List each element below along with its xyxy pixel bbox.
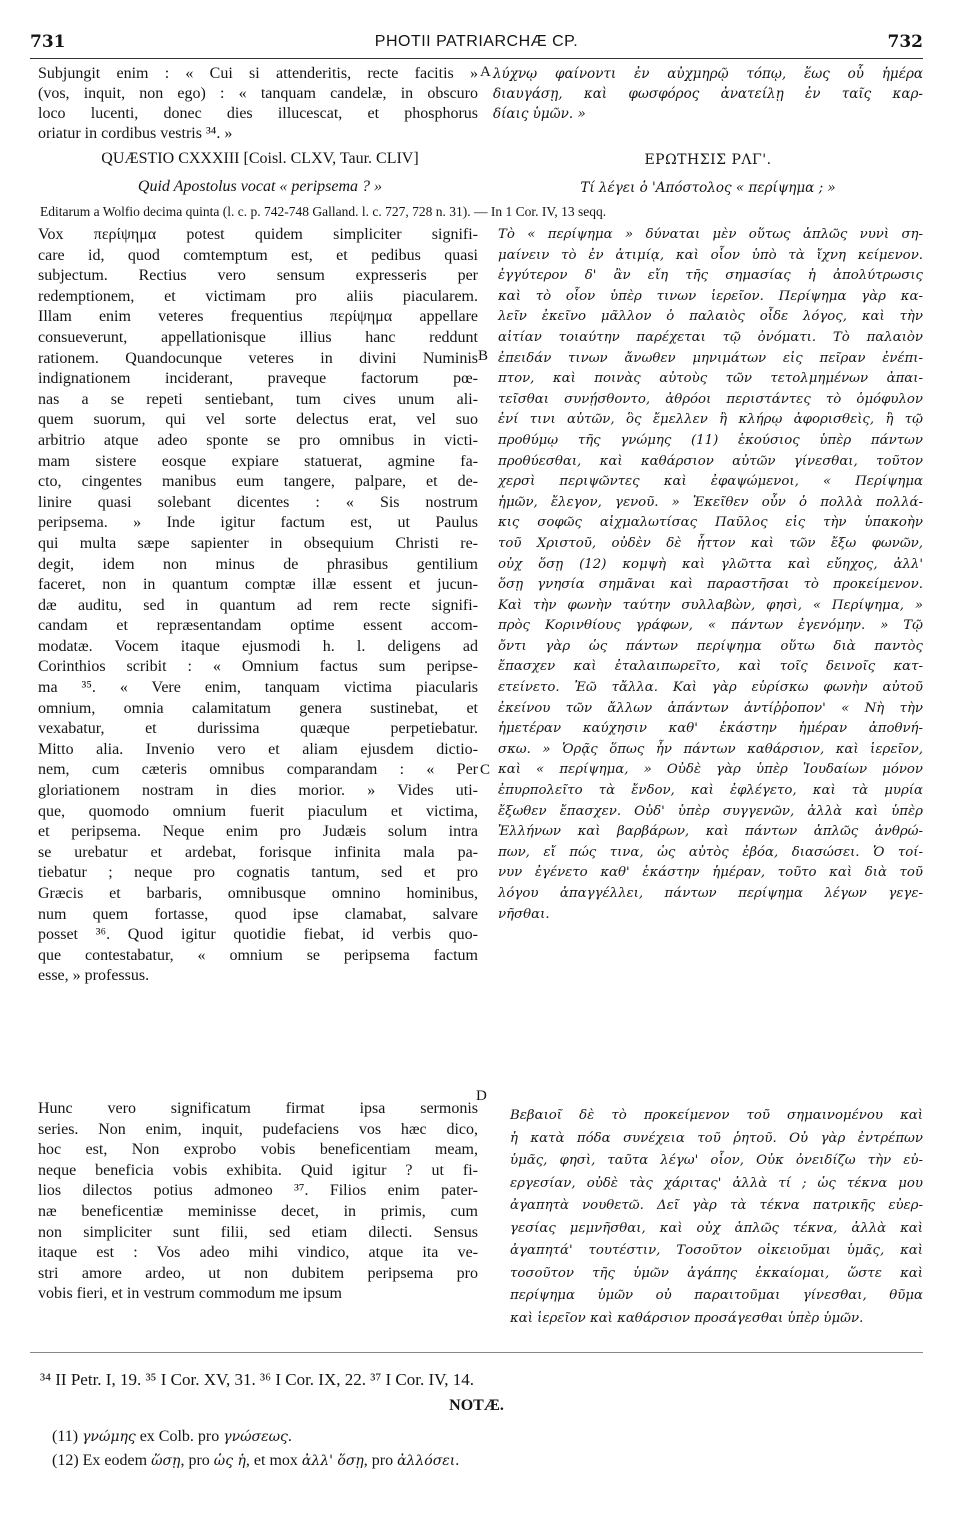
text-line: νυν ἐγένετο καθ' ἑκάστην ἡμέραν, τοῦτο καὶ διὰ τοῦ: [498, 865, 923, 881]
text-line: hoc est, Non exprobo vobis beneficentiam meam,: [38, 1141, 478, 1159]
running-title: PHOTII PATRIARCHÆ CP.: [374, 33, 579, 50]
text-line: περίψημα ὑμῶν οὐ παραιτοῦμαι γίνεσθαι, θῦμα: [510, 1288, 923, 1303]
text-line: non simpliciter sunt filii, sed etiam dilecti. Sensus: [38, 1223, 478, 1241]
footnote-rule: [30, 1352, 923, 1353]
text-line: ὑμᾶς, φησὶ, ταῦτα λέγω' οἷον, Οὐκ ὀνειδίζω τὴν εὐ-: [510, 1153, 923, 1168]
top-latin-block: [38, 64, 478, 144]
note-item: (11) γνώμης ex Colb. pro γνώσεως.: [52, 1428, 292, 1445]
text-line: qui multa sæpe sapienter in obsequium Christi re-: [38, 534, 478, 552]
text-line: εργεσίαν, οὐδὲ τὰς χάριτας' ἀλλὰ τί ; ὡς τέκνα μου: [510, 1175, 923, 1191]
text-line: καὶ τὸ οἷον ὑπὲρ τινων ἱερεῖον. Περίψημα γὰρ κα-: [498, 288, 923, 304]
text-line: αἰτίαν τοιαύτην παρέχεται τῷ ὀνόματι. Τὸ παλαιὸν: [498, 329, 923, 345]
text-line: subjectum. Rectius vero sensum expresseris per: [38, 267, 478, 285]
note-item: (12) Ex eodem ὥσῃ, pro ὡς ἡ, et mox ἀλλ' ὅσῃ, pro ἀλλόσει.: [52, 1452, 460, 1469]
text-line: πτον, καὶ ποινὰς αὐτοὺς τῶν τετολμημένων ἀπαι-: [498, 371, 923, 387]
text-line: esse, » professus.: [38, 967, 150, 985]
text-line: rationem. Quandocunque veteres in divini Numinis: [38, 349, 478, 367]
text-line: et peripsema. Neque enim pro Judæis solum intra: [38, 823, 478, 841]
text-line: faceret, non in quantum comptæ illæ essent et jucun-: [38, 576, 478, 594]
text-line: καὶ « περίψημα, » Οὐδὲ γὰρ ὑπὲρ Ἰουδαίων μόνον: [498, 762, 923, 778]
text-line: πρὸς Κορινθίους γράφων, « πάντων ἐγενόμην. » Τῷ: [498, 618, 923, 634]
text-line: Βεβαιοῖ δὲ τὸ προκείμενον τοῦ σημαινομένου καὶ: [510, 1108, 923, 1123]
text-line: λύχνῳ φαίνοντι ἐν αὐχμηρῷ τόπῳ, ἕως οὗ ἡμέρα: [493, 66, 923, 82]
text-line: linire quasi solebant dicentes : « Sis nostrum: [38, 493, 478, 511]
text-line: num quem fortasse, quod ipse clamabat, salvare: [38, 905, 478, 923]
text-line: ὄντι γὰρ ὡς πάντων περίψημα οὕτω διὰ παντὸς: [498, 638, 923, 654]
footnotes: ³⁴ II Petr. I, 19. ³⁵ I Cor. XV, 31. ³⁶ I Cor. IX, 22. ³⁷ I Cor. IV, 14.: [40, 1370, 474, 1389]
text-line: cto, cingentes manibus eum tangere, palpare, et de-: [38, 473, 478, 491]
notae-list: [52, 1425, 922, 1473]
edition-note: Editarum a Wolfio decima quinta (l. c. p. 742-748 Galland. l. c. 727, 728 n. 31). — In 1 Cor. IV, 13 seqq.: [40, 204, 607, 219]
text-line: omnium, omnia calamitatum genera sustinebat, et: [38, 699, 478, 717]
text-line: nem, cum cæteris omnibus comparandam : « Per: [38, 761, 478, 779]
text-line: ἐπυρπολεῖτο τὰ ἔνδον, καὶ ἐφλέγετο, καὶ τὰ μυρία: [498, 783, 923, 799]
text-line: προθύμῳ τῆς γνώμης (11) ἑκούσιος ὑπὲρ πάντων: [498, 432, 923, 448]
text-line: series. Non enim, inquit, pudefaciens vos hæc dico,: [38, 1120, 478, 1138]
text-line: vobis fieri, et in vestrum commodum me ipsum: [38, 1285, 342, 1303]
text-line: ἐπειδάν τινων ἄνωθεν μηνιμάτων εἰς πεῖραν ἐνέπι-: [498, 350, 923, 366]
text-line: ἐγγύτερον δ' ἂν εἴη τῆς σημασίας ἡ ἀπολύτρωσις: [498, 268, 923, 284]
margin-letter-d: D: [476, 1088, 487, 1104]
text-line: Hunc vero significatum firmat ipsa sermonis: [38, 1100, 478, 1117]
top-greek-block: [493, 64, 923, 124]
text-line: itaque est : Vos adeo mihi vindico, atque ita ve-: [38, 1244, 478, 1262]
text-line: Καὶ τὴν φωνὴν ταύτην συλλαβὼν, φησὶ, « Περίψημα, »: [498, 597, 923, 613]
text-line: γεσίας μεμνῆσθαι, καὶ οὐχ ἁπλῶς τέκνα, ἀλλὰ καὶ: [510, 1220, 923, 1236]
page-number-right: 732: [887, 32, 923, 52]
text-line: posset ³⁶. Quod igitur quotidie fiebat, id verbis quo-: [38, 926, 478, 944]
text-line: κις σοφῶς αἰχμαλωτίσας Παῦλος εἰς τὴν ὑπακοὴν: [498, 515, 923, 531]
text-line: Græcis et barbaris, omnibusque omnino hominibus,: [38, 885, 478, 902]
latin-column: [38, 225, 478, 987]
text-line: Τὸ « περίψημα » δύναται μὲν οὕτως ἁπλῶς νυνὶ ση-: [498, 227, 923, 242]
text-line: neque beneficia vobis exhibita. Quid igitur ? ut fi-: [38, 1161, 478, 1179]
text-line: διαυγάσῃ, καὶ φωσφόρος ἀνατείλῃ ἐν ταῖς καρ-: [493, 86, 923, 102]
text-line: vexabatur, et durissima quæque perpetiebatur.: [38, 720, 478, 738]
text-line: ma ³⁵. « Vere enim, tanquam victima piacularis: [38, 679, 478, 697]
quaestio-greek-heading: ΕΡΩΤΗΣΙΣ ΡΛΓ'.: [644, 152, 772, 168]
text-line: νῆσθαι.: [498, 906, 550, 922]
text-line: Ἑλλήνων καὶ βαρβάρων, καὶ πάντων ἁπλῶς ἀνθρώ-: [498, 824, 923, 840]
text-line: ἔξωθεν ἔπασχεν. Οὐδ' ὑπὲρ συγγενῶν, ἀλλὰ καὶ ὑπὲρ: [498, 803, 923, 819]
text-line: care id, quod comtemptum est, et pedibus quasi: [38, 246, 478, 264]
text-line: ὅσῃ γνησία σημᾶναι καὶ παραστῆσαι τὸ προκείμενον.: [498, 577, 923, 593]
margin-letter-c: C: [480, 762, 491, 778]
text-line: que, quomodo omnium fuerit piaculum et victima,: [38, 802, 478, 820]
text-line: Vox περίψημα potest quidem simpliciter signifi-: [38, 226, 478, 243]
text-line: candam et repræsentandam optime essent accom-: [38, 617, 478, 635]
text-line: se urebatur et ardebat, forisque infinita mala pa-: [38, 843, 478, 861]
text-line: Corinthios scribit : « Omnium factus sum peripse-: [38, 658, 478, 676]
notae-heading: NOTÆ.: [449, 1397, 504, 1414]
text-line: næ beneficentiæ meminisse decet, in primis, cum: [38, 1202, 478, 1220]
text-line: stri amore ardeo, ut non dubitem peripsema pro: [38, 1264, 478, 1282]
text-line: Mitto alia. Invenio vero et aliam ejusdem dictio-: [38, 740, 478, 758]
text-line: ἀγαπητά' τουτέστιν, Τοσοῦτον οἰκειοῦμαι ὑμᾶς, καὶ: [510, 1243, 923, 1258]
text-line: Subjungit enim : « Cui si attenderitis, recte facitis »: [38, 65, 478, 82]
quaestio-latin-heading: QUÆSTIO CXXXIII [Coisl. CLXV, Taur. CLIV]: [101, 150, 419, 167]
text-line: ἡμετέραν καύχησιν καθ' ἑκάστην ἡμέραν ἀποθνή-: [498, 721, 923, 737]
text-line: προθύεσθαι, καὶ καθάρσιον αὐτῶν γίνεσθαι, τοῦτον: [498, 453, 923, 469]
quaestio-latin-subtitle: Quid Apostolus vocat « peripsema ? »: [137, 178, 383, 195]
text-line: μαίνειν τὸ ἐν ἀτιμίᾳ, καὶ οἷον ὑπὸ τὰ ἴχνη κείμενον.: [498, 247, 923, 263]
text-line: ἔπασχεν καὶ ἐταλαιπωρεῖτο, καὶ τοῖς δεινοῖς κατ-: [498, 659, 923, 675]
text-line: ἡ κατὰ πόδα συνέχεια τοῦ ῥητοῦ. Οὐ γὰρ ἐντρέπων: [510, 1130, 923, 1146]
text-line: que contestabatur, « omnium se peripsema factum: [38, 946, 478, 964]
text-line: quem suorum, qui vel sorte delectus erat, vel suo: [38, 411, 478, 429]
greek-column: [498, 225, 923, 925]
text-line: loco lucenti, donec dies illucescat, et phosphorus: [38, 105, 478, 122]
page-number-left: 731: [30, 32, 66, 52]
text-line: lios dilectos potius admoneo ³⁷. Filios enim pater-: [38, 1182, 478, 1200]
text-line: σκω. » Ὁρᾷς ὅπως ἦν πάντων καθάρσιον, καὶ ἱερεῖον,: [498, 741, 923, 757]
text-line: gloriationem nostram in dies morior. » Vides uti-: [38, 782, 478, 800]
text-line: ἀγαπητὰ νουθετῶ. Δεῖ γὰρ τὰ τέκνα πατρικῆς εὐερ-: [510, 1198, 923, 1213]
text-line: τοῦ Χριστοῦ, οὐδὲν δὲ ἧττον καὶ τῶν ἔξω φωνῶν,: [498, 535, 923, 551]
text-line: ἡμῶν, ἔλεγον, γενοῦ. » Ἐκεῖθεν οὖν ὁ πολλὰ πολλά-: [498, 494, 923, 510]
text-line: oriatur in cordibus vestris ³⁴. »: [38, 125, 233, 142]
running-header: [30, 32, 923, 58]
header-rule: [30, 58, 923, 59]
text-line: καὶ ἱερεῖον καὶ καθάρσιον προσάγεσθαι ὑπὲρ ὑμῶν.: [510, 1310, 864, 1326]
text-line: οὐχ ὅσῃ (12) κομψὴ καὶ γλῶττα καὶ εὔηχος, ἀλλ': [498, 556, 923, 572]
text-line: peripsema. » Inde igitur factum est, ut Paulus: [38, 514, 478, 532]
text-line: mam sistere eosque expiare statuerat, agmine fa-: [38, 452, 478, 470]
text-line: ετείνετο. Ἐῶ τἄλλα. Καὶ γὰρ εὑρίσκω φωνὴν αὐτοῦ: [498, 680, 923, 696]
quaestio-greek-subtitle: Τί λέγει ὁ 'Απόστολος « περίψημα ; »: [580, 180, 836, 196]
text-line: λόγου ἀπαγγέλλει, πάντων περίψημα λέγων γεγε-: [498, 886, 923, 901]
text-line: modatæ. Vocem itaque ejusmodi h. l. deligens ad: [38, 637, 478, 655]
text-line: λεῖν ἐκεῖνο μᾶλλον ὁ παλαιὸς οἶδε λόγος, καὶ τὴν: [498, 309, 923, 325]
text-line: τεῖσθαι συνῄσθοντο, ἀθρόοι περιστάντες τὸ ὁμόφυλον: [498, 391, 923, 407]
text-line: δίαις ὑμῶν. »: [493, 106, 586, 122]
text-line: dæ auditu, sed in quantum ad rem recte signifi-: [38, 596, 478, 614]
text-line: nas a se repeti sentiebant, tum cives unum ali-: [38, 390, 478, 408]
text-line: redemptionem, et victimam pro aliis piacularem.: [38, 287, 478, 305]
greek-column-continued: [510, 1105, 923, 1330]
text-line: (vos, inquit, non ego) : « tanquam candelæ, in obscuro: [38, 85, 478, 102]
text-line: ἐνί τινι αὐτῶν, ὃς ἔμελλεν ἢ κλήρῳ ἀφορισθεὶς, ἢ τῷ: [498, 412, 923, 428]
latin-column-continued: [38, 1099, 478, 1305]
text-line: Illam enim veteres frequentius περίψημα appellare: [38, 308, 478, 326]
text-line: degit, idem non minus de phrasibus gentilium: [38, 555, 478, 573]
text-line: indignationem inciderant, praveque factorum pœ-: [38, 370, 478, 388]
text-line: τοσοῦτον τῆς ὑμῶν ἀγάπης ἐκκαίομαι, ὥστε καὶ: [510, 1265, 923, 1281]
margin-letter-a: A: [480, 64, 491, 80]
margin-letter-b: B: [478, 348, 489, 364]
text-line: ἐκείνου τῶν ἄλλων ἁπάντων ἀντίῤῥοπον' « Νὴ τὴν: [498, 700, 923, 716]
text-line: χερσὶ περιψῶντες καὶ ἐφαψώμενοι, « Περίψημα: [498, 474, 923, 490]
text-line: consueverunt, appellationisque illius hanc reddunt: [38, 328, 478, 346]
text-line: tiebatur ; neque pro cognatis tantum, sed et pro: [38, 864, 478, 882]
text-line: πων, εἴ πώς τινα, ὡς αὐτὸς ἐβόα, διασώσει. Ὁ τοί-: [498, 844, 923, 860]
text-line: arbitrio atque adeo sponte se pro omnibus in victi-: [38, 431, 478, 449]
